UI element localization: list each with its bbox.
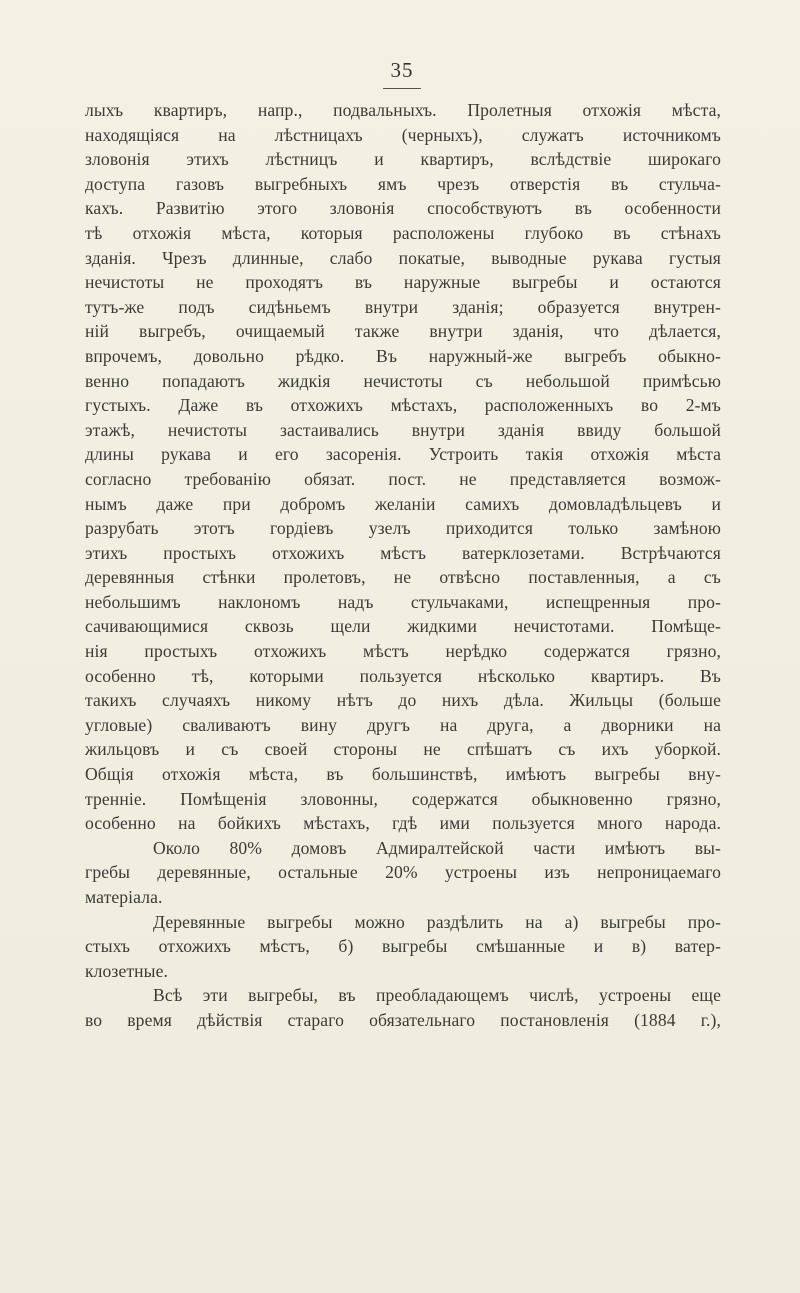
text-line-28: Общія отхожія мѣста, въ большинствѣ, имѣютъ выгребы вну-: [85, 764, 721, 785]
text-line-2: находящіяся на лѣстницахъ (черныхъ), служатъ источникомъ: [85, 124, 721, 145]
text-line-22: сачивающимися сквозь щели жидкими нечистотами. Помѣще-: [85, 616, 721, 637]
text-line-13: густыхъ. Даже въ отхожихъ мѣстахъ, расположенныхъ во 2-мъ: [85, 395, 721, 416]
text-line-8: нечистоты не проходятъ въ наружные выгребы и остаются: [85, 272, 721, 293]
text-line-33: матеріала.: [85, 887, 163, 907]
page-number: 35: [390, 58, 414, 82]
text-line-4: доступа газовъ выгребныхъ ямъ чрезъ отверстія въ стульча-: [85, 173, 721, 194]
body-text: [85, 98, 721, 1033]
text-line-18: разрубать этотъ гордіевъ узелъ приходится только замѣною: [85, 518, 721, 539]
text-line-11: впрочемъ, довольно рѣдко. Въ наружный-же выгребъ обыкно-: [85, 345, 721, 366]
text-line-35: стыхъ отхожихъ мѣстъ, б) выгребы смѣшанные и в) ватер-: [85, 936, 721, 957]
text-line-25: такихъ случаяхъ никому нѣтъ до нихъ дѣла. Жильцы (больше: [85, 690, 721, 711]
text-line-19: этихъ простыхъ отхожихъ мѣстъ ватерклозетами. Встрѣчаются: [85, 542, 721, 563]
text-line-31: Около 80% домовъ Адмиралтейской части имѣютъ вы-: [153, 837, 721, 858]
text-line-6: тѣ отхожія мѣста, которыя расположены глубоко въ стѣнахъ: [85, 222, 721, 243]
text-line-30: особенно на бойкихъ мѣстахъ, гдѣ ими пользуется много народа.: [85, 813, 721, 834]
text-line-36: клозетные.: [85, 960, 169, 981]
page-number-rule: [383, 88, 421, 89]
text-line-37: Всѣ эти выгребы, въ преобладающемъ числѣ, устроены еще: [153, 985, 721, 1006]
text-line-32: гребы деревянные, остальные 20% устроены изъ непроницаемаго: [85, 862, 721, 883]
text-line-1: лыхъ квартиръ, напр., подвальныхъ. Пролетныя отхожія мѣста,: [85, 100, 721, 120]
text-line-34: Деревянные выгребы можно раздѣлить на а) выгребы про-: [153, 911, 721, 932]
text-line-29: тренніе. Помѣщенія зловонны, содержатся обыкновенно грязно,: [85, 788, 721, 809]
text-line-15: длины рукава и его засоренія. Устроить такія отхожія мѣста: [85, 444, 721, 465]
text-line-21: небольшимъ наклономъ надъ стульчаками, испещренныя про-: [85, 591, 721, 612]
text-line-7: зданія. Чрезъ длинные, слабо покатые, выводные рукава густыя: [85, 247, 721, 268]
text-line-16: согласно требованію обязат. пост. не представляется возмож-: [85, 468, 721, 489]
text-line-23: нія простыхъ отхожихъ мѣстъ нерѣдко содержатся грязно,: [85, 641, 721, 662]
text-line-20: деревянныя стѣнки пролетовъ, не отвѣсно поставленныя, а съ: [85, 567, 721, 588]
text-line-17: нымъ даже при добромъ желаніи самихъ домовладѣльцевъ и: [85, 493, 721, 514]
text-line-10: ній выгребъ, очищаемый также внутри зданія, что дѣлается,: [85, 321, 721, 342]
text-line-27: жильцовъ и съ своей стороны не спѣшатъ съ ихъ уборкой.: [85, 739, 721, 760]
text-line-5: кахъ. Развитію этого зловонія способствуютъ въ особенности: [85, 198, 721, 219]
text-line-24: особенно тѣ, которыми пользуется нѣсколько квартиръ. Въ: [85, 665, 721, 686]
text-line-14: этажѣ, нечистоты застаивались внутри зданія ввиду большой: [85, 419, 721, 440]
text-line-38: во время дѣйствія стараго обязательнаго постановленія (1884 г.),: [85, 1009, 721, 1030]
text-line-26: угловые) сваливаютъ вину другъ на друга, а дворники на: [85, 714, 721, 735]
text-line-3: зловонія этихъ лѣстницъ и квартиръ, вслѣдствіе широкаго: [85, 149, 721, 170]
text-line-9: тутъ-же подъ сидѣньемъ внутри зданія; образуется внутрен-: [85, 296, 721, 317]
text-line-12: венно попадаютъ жидкія нечистоты съ небольшой примѣсью: [85, 370, 721, 391]
